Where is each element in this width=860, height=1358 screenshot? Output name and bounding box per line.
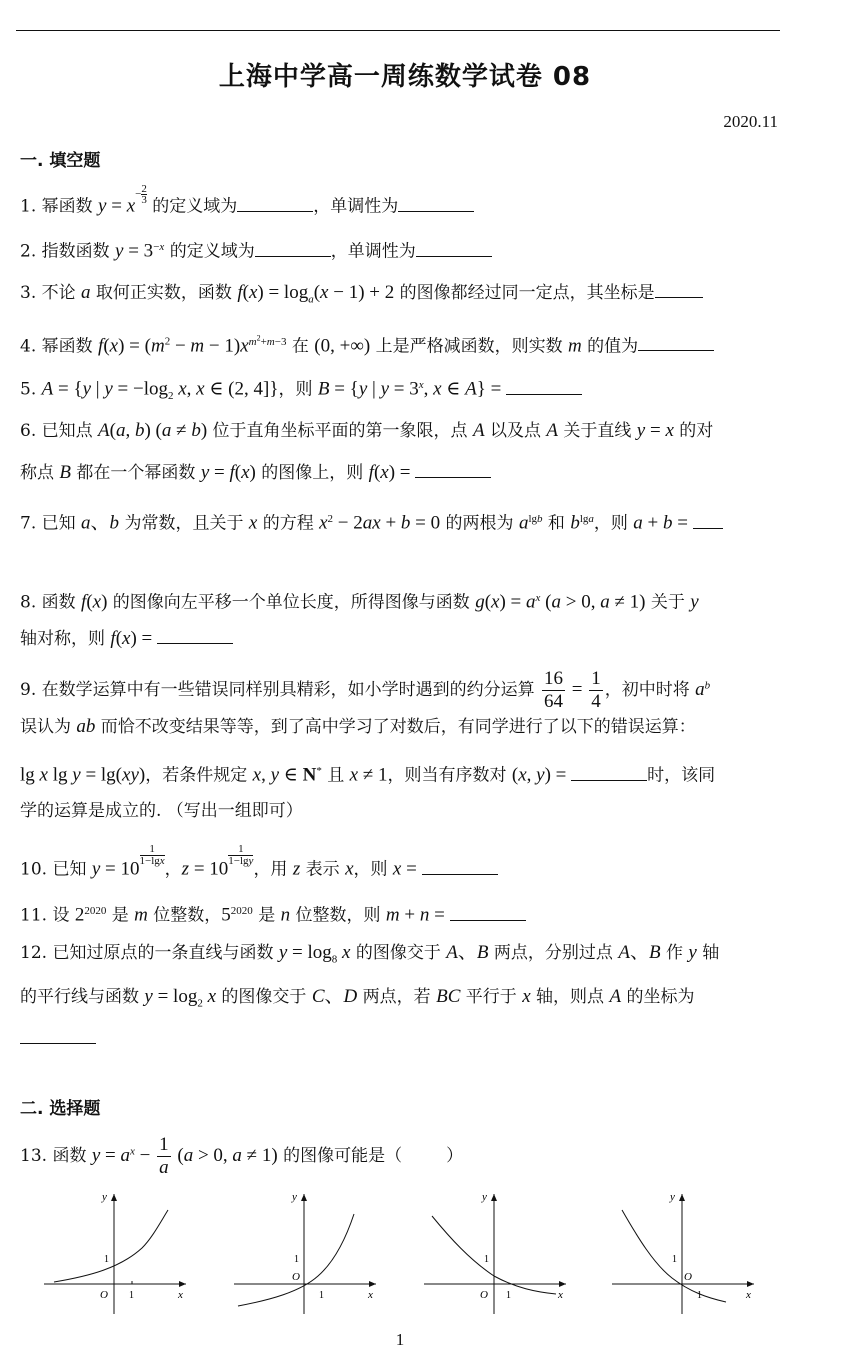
question-5: 5. A = {y | $y = -\log_2$ x, x ∈ (2, 4]}，则 B = {y | $y = 3^x$, x ∈ A} = (20, 372, 780, 409)
question-7: 7. 已知 a、b 为常数，且关于 x 的方程 $x^2 - 2ax + b = 0$ 的两根为 $a^{lgb}$ 和 $b^{lga}$，则 a + b = (20, 506, 780, 537)
graph-option-c[interactable] (420, 1188, 570, 1318)
origin-label: O (684, 1271, 692, 1283)
question-9-line-2: 误认为 ab 而恰不改变结果等等，到了高中学习了对数后，有同学进行了以下的错误运算： (20, 716, 696, 737)
page-number: 1 (395, 1330, 405, 1349)
y-tick-1: 1 (104, 1254, 109, 1265)
answer-blank[interactable] (416, 240, 492, 257)
x-tick-1: 1 (129, 1290, 134, 1301)
y-axis-label: y (670, 1191, 675, 1203)
page-title: 上海中学高一周练数学试卷 08 (218, 62, 592, 92)
y-tick-1: 1 (484, 1254, 489, 1265)
question-2: 2. 指数函数 $y = 3^{-x}$ 的定义域为 ，单调性为 (20, 234, 780, 265)
y-axis-label: y (292, 1191, 297, 1203)
x-tick-1: 1 (697, 1290, 702, 1301)
x-axis-label: x (178, 1289, 183, 1301)
graph-option-b[interactable] (230, 1188, 380, 1318)
x-axis-label: x (368, 1289, 373, 1301)
exam-date: 2020.11 (723, 112, 778, 131)
answer-blank[interactable] (506, 378, 582, 395)
answer-blank[interactable] (255, 240, 331, 257)
answer-blank[interactable] (422, 858, 498, 875)
answer-blank[interactable] (450, 904, 526, 921)
section-multiple-choice: 二. 选择题 (20, 1099, 101, 1119)
question-6-line-1: 6. 已知点 A(a, b) (a ≠ b) 位于直角坐标平面的第一象限，点 A 以及点 A 关于直线 y = x 的对 (20, 420, 714, 441)
origin-label: O (480, 1289, 488, 1301)
question-4: 4. 幂函数 $f(x) = (m^2 - m - 1)x^{m^2+m-3}$ 在 (0, +∞) 上是严格减函数，则实数 m 的值为 (20, 325, 780, 359)
question-12-line-3 (20, 1026, 780, 1052)
answer-blank[interactable] (415, 461, 491, 478)
answer-blank[interactable] (571, 764, 647, 781)
y-tick-1: 1 (672, 1254, 677, 1265)
answer-option-graphs (40, 1188, 760, 1328)
answer-blank[interactable] (237, 195, 313, 212)
question-13: 13. 函数 $y = a^x$ − $\frac{1}{a}$ (a > 0, a ≠ 1) 的图像可能是（ ） (20, 1134, 464, 1178)
y-axis-label: y (482, 1191, 487, 1203)
x-axis-label: x (558, 1289, 563, 1301)
question-11: 11. 设 $2^{2020}$ 是 m 位整数，$5^{2020}$ 是 n 位整数，则 m + n = (20, 898, 780, 929)
origin-label: O (292, 1271, 300, 1283)
question-12-line-2: 的平行线与函数 $y = \log_2 x$ 的图像交于 C、D 两点，若 BC 平行于 x 轴，则点 A 的坐标为 (20, 986, 695, 1010)
question-8-line-2: 轴对称，则 f(x) = (20, 626, 780, 652)
question-9-line-1: 9. 在数学运算中有一些错误同样别具精彩，如小学时遇到的约分运算 $\frac{16}{64}$ = $\frac{1}{4}$ ，初中时将 $a^b$ (20, 668, 711, 712)
section-fill-in: 一. 填空题 (20, 151, 101, 171)
question-3: 3. 不论 a 取何正实数，函数 $f(x) = \log_a(x - 1) + 2$ 的图像都经过同一定点，其坐标是 (20, 280, 780, 312)
answer-blank[interactable] (398, 195, 474, 212)
y-axis-label: y (102, 1191, 107, 1203)
question-8-line-1: 8. 函数 f(x) 的图像向左平移一个单位长度，所得图像与函数 $g(x) = a^x$ (a > 0, a ≠ 1) 关于 y (20, 591, 699, 613)
answer-blank[interactable] (157, 627, 233, 644)
answer-blank[interactable] (20, 1027, 96, 1044)
question-12-line-1: 12. 已知过原点的一条直线与函数 $y = \log_8 x$ 的图像交于 A、B 两点，分别过点 A、B 作 y 轴 (20, 942, 720, 966)
x-axis-label: x (746, 1289, 751, 1301)
x-tick-1: 1 (319, 1290, 324, 1301)
graph-option-d[interactable] (608, 1188, 758, 1318)
top-rule (16, 30, 780, 31)
answer-blank[interactable] (655, 281, 703, 298)
answer-blank[interactable] (638, 334, 714, 351)
question-6-line-2: 称点 B 都在一个幂函数 y = f(x) 的图像上，则 f(x) = (20, 460, 780, 486)
origin-label: O (100, 1289, 108, 1301)
question-10: 10. 已知 y = 10 $^{\frac{1}{1-\lg x}}$ ，z = 10 $^{\frac{1}{1-\lg y}}$ ，用 z 表示 x，则 x = (20, 852, 780, 883)
graph-option-a[interactable] (40, 1188, 190, 1318)
question-9-line-3: lg x lg y = lg(xy)，若条件规定 x, y ∈ N* 且 x ≠ 1，则当有序数对 (x, y) = 时，该同 (20, 764, 716, 786)
answer-blank[interactable] (693, 512, 723, 529)
y-tick-1: 1 (294, 1254, 299, 1265)
question-1: 1. 幂函数 $y = x^{- \frac{2}{3}}$ 的定义域为 ，单调性为 (20, 189, 780, 220)
question-9-line-4: 学的运算是成立的. （写出一组即可） (20, 801, 303, 821)
x-tick-1: 1 (506, 1290, 511, 1301)
